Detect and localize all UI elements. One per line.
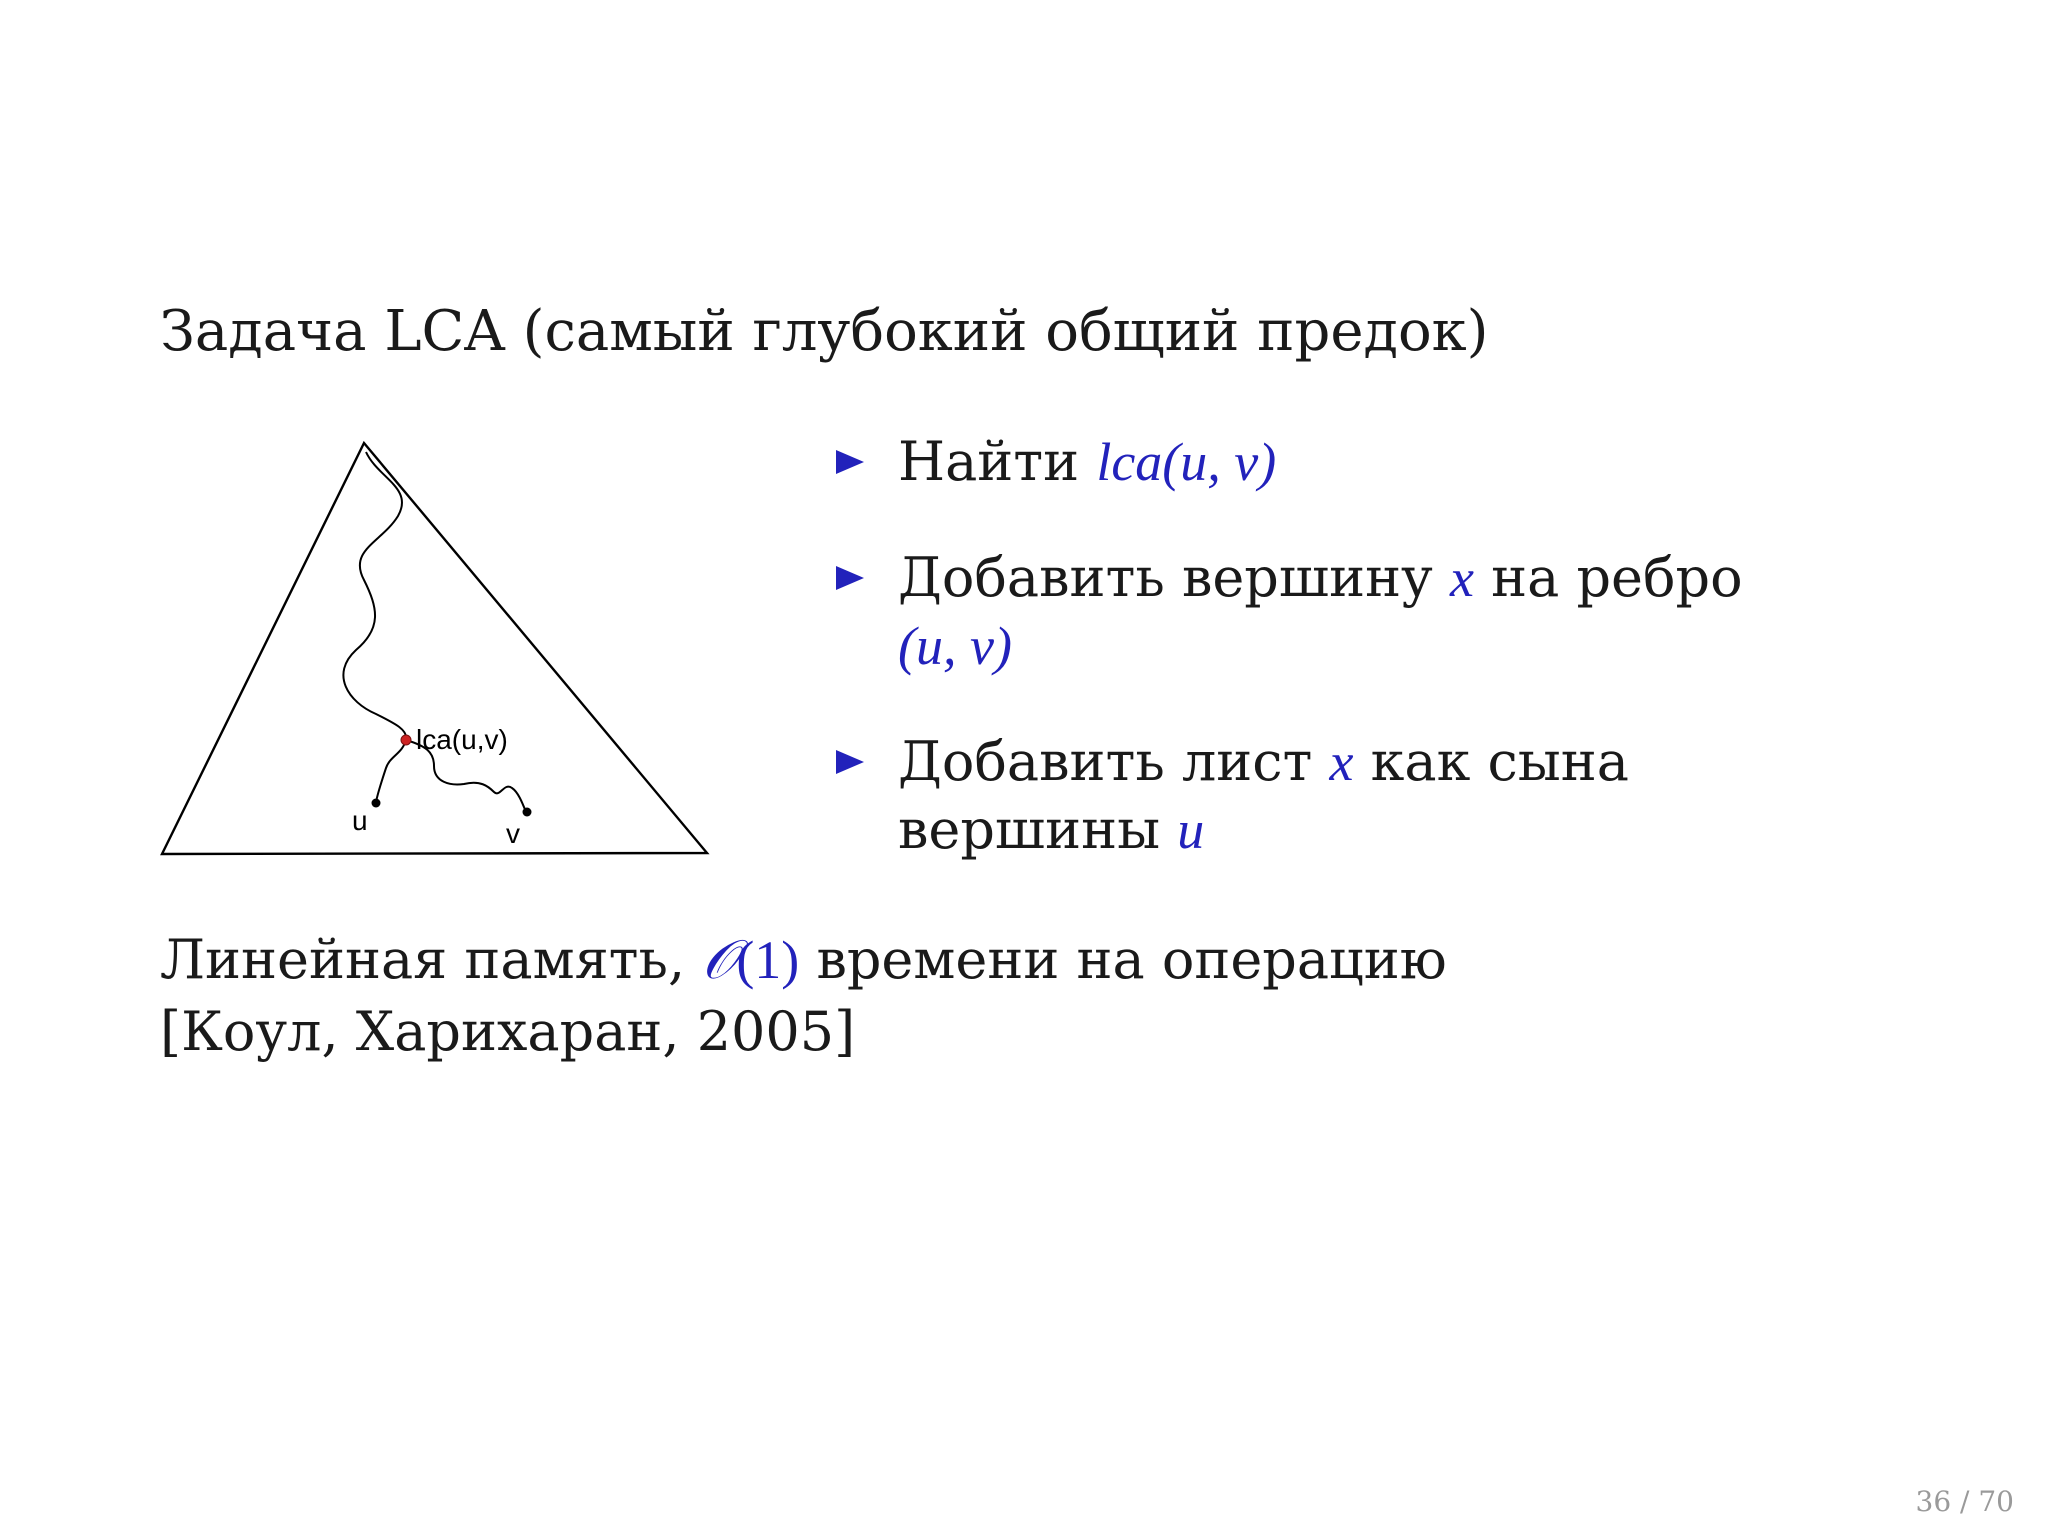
bullet-math-2: u: [1177, 800, 1205, 860]
u-node: [372, 799, 381, 808]
root-to-lca-path: [343, 452, 406, 740]
v-node: [523, 808, 532, 817]
bullet-triangle-icon: [836, 566, 864, 590]
complexity-note: [160, 924, 1447, 1068]
lca-tree-diagram: [150, 430, 720, 870]
bullet-math: x: [1329, 732, 1354, 792]
bullet-find-lca: [836, 428, 1796, 496]
bullet-add-vertex-on-edge: [836, 544, 1796, 680]
bullet-text: Добавить лист: [898, 730, 1330, 793]
complexity-line: [160, 924, 1447, 996]
complexity-prefix: Линейная память,: [160, 928, 703, 991]
bullet-triangle-icon: [836, 450, 864, 474]
lca-label: lca(u,v): [416, 724, 508, 755]
u-label: u: [352, 805, 368, 836]
bullet-triangle-icon: [836, 750, 864, 774]
slide-title: Задача LCA (самый глубокий общий предок): [160, 299, 1489, 364]
complexity-O: 𝒪: [702, 930, 737, 990]
bullet-text: Добавить вершину: [898, 546, 1450, 609]
bullet-list: [836, 428, 1796, 864]
bullet-text-2: на ребро: [1473, 546, 1743, 609]
bullet-text-2: как сына вершины: [898, 730, 1629, 861]
page-number: 36 / 70: [1915, 1485, 2014, 1518]
lca-node: [401, 735, 411, 745]
bullet-text: Найти: [898, 430, 1097, 493]
citation: [Коул, Харихаран, 2005]: [160, 1000, 856, 1063]
bullet-math: x: [1450, 548, 1474, 608]
complexity-arg: (1): [736, 930, 800, 990]
v-label: v: [506, 818, 520, 849]
bullet-math: lca(u, v): [1096, 432, 1277, 492]
bullet-add-leaf: [836, 728, 1796, 864]
tree-triangle: [162, 443, 707, 854]
lca-to-u-path: [376, 740, 406, 802]
complexity-suffix: времени на операцию: [799, 928, 1447, 991]
bullet-math-2: (u, v): [898, 616, 1012, 676]
